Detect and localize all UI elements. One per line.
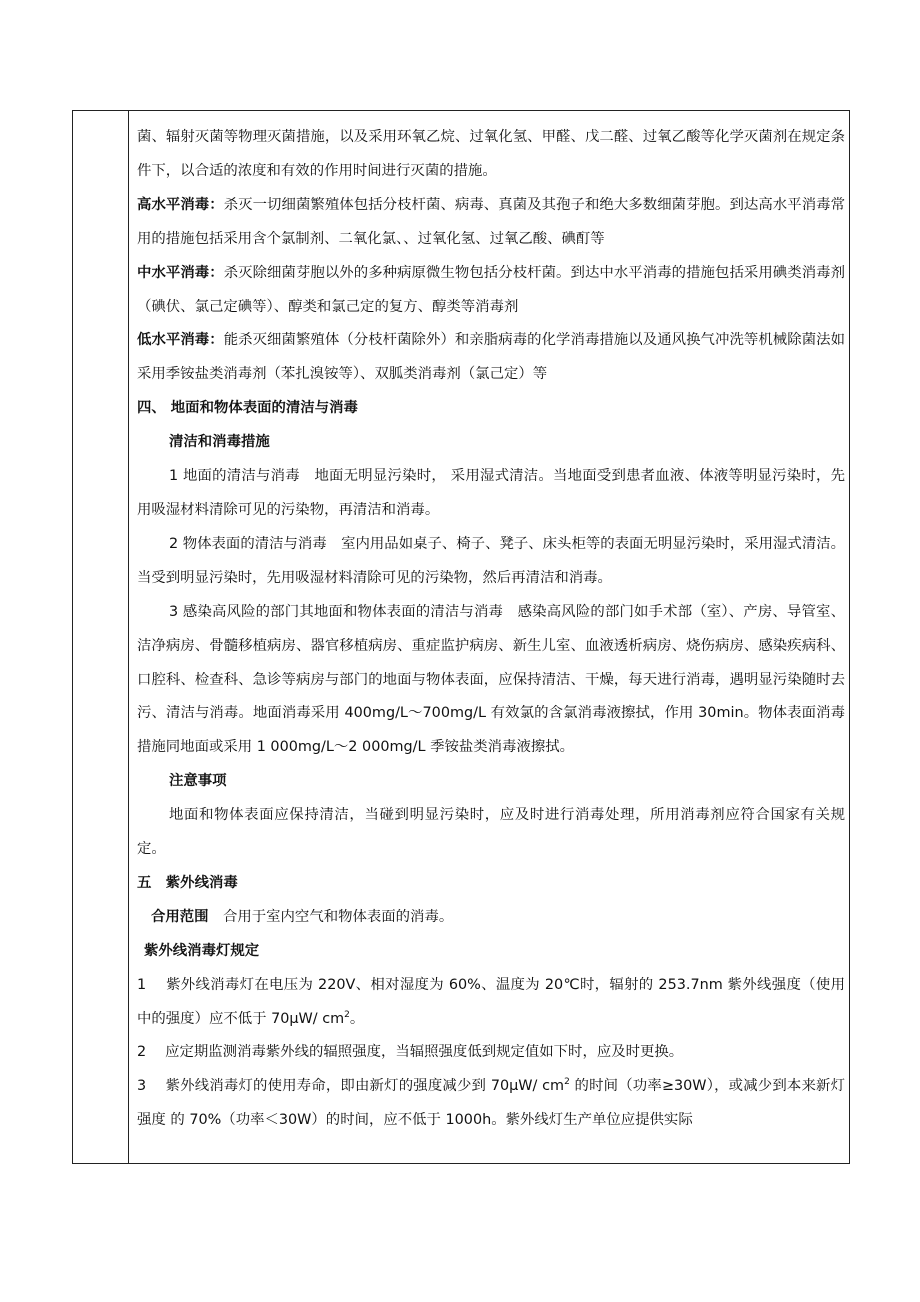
paragraph-high-level-disinfection bbox=[137, 189, 845, 257]
term-high-level: 高水平消毒： bbox=[137, 196, 224, 213]
subheading-precautions: 注意事项 bbox=[169, 773, 227, 790]
paragraph-scope bbox=[137, 901, 845, 935]
paragraph-mid-level-disinfection bbox=[137, 257, 845, 325]
content-cell bbox=[137, 121, 845, 1138]
requirement-2: 2 应定期监测消毒紫外线的辐照强度，当辐照强度低到规定值如下时，应及时更换。 bbox=[137, 1044, 684, 1061]
text-high-level: 杀灭一切细菌繁殖体包括分枝杆菌、病毒、真菌及其孢子和绝大多数细菌芽胞。到达高水平消毒常用的措施包括采用含个氯制剂、二氧化氯、、过氧化氢、过氧乙酸、碘酊等 bbox=[137, 196, 845, 247]
table-frame bbox=[72, 110, 850, 1164]
subheading-cleaning-measures: 清洁和消毒措施 bbox=[169, 434, 270, 451]
text-low-level: 能杀灭细菌繁殖体（分枝杆菌除外）和亲脂病毒的化学消毒措施以及通风换气冲洗等机械除菌法如采用季铵盐类消毒剂（苯扎溴铵等）、双胍类消毒剂（氯己定）等 bbox=[137, 332, 845, 383]
label-scope: 合用范围 bbox=[151, 908, 209, 925]
item-high-risk-departments: 3 感染高风险的部门其地面和物体表面的清洁与消毒 感染高风险的部门如手术部（室）、产房、导管室、洁净病房、骨髓移植病房、器官移植病房、重症监护病房、新生儿室、血液透析病房、烧伤病房、感染疾病科、口腔科、检查科、急诊等病房与部门的地面与物体表面，应保持清洁、干燥，每天进行消毒，遇明显污染随时去污、清洁与消毒。地面消毒采用 400mg/L～700mg/L 有效氯的含氯消毒液擦拭，作用 30min。物体表面消毒措施同地面或采用 1 000mg/L～2 000mg/L 季铵盐类消毒液擦拭。 bbox=[137, 603, 845, 756]
subheading-uv-lamp-requirements: 紫外线消毒灯规定 bbox=[144, 942, 260, 959]
text-mid-level: 杀灭除细菌芽胞以外的多种病原微生物包括分枝杆菌。到达中水平消毒的措施包括采用碘类消毒剂（碘伏、氯己定碘等）、醇类和氯己定的复方、醇类等消毒剂 bbox=[137, 264, 845, 315]
paragraph-low-level-disinfection bbox=[137, 324, 845, 392]
item-floor-cleaning: 1 地面的清洁与消毒 地面无明显污染时， 采用湿式清洁。当地面受到患者血液、体液等明显污染时，先用吸湿材料清除可见的污染物，再清洁和消毒。 bbox=[137, 468, 845, 518]
paragraph-sterilization-continued: 菌、辐射灭菌等物理灭菌措施，以及采用环氧乙烷、过氧化氢、甲醛、戊二醛、过氧乙酸等化学灭菌剂在规定条件下，以合适的浓度和有效的作用时间进行灭菌的措施。 bbox=[137, 129, 845, 179]
paragraph-precautions: 地面和物体表面应保持清洁，当碰到明显污染时，应及时进行消毒处理，所用消毒剂应符合国家有关规定。 bbox=[137, 807, 845, 858]
term-low-level: 低水平消毒： bbox=[137, 332, 224, 349]
text-scope: 合用于室内空气和物体表面的消毒。 bbox=[208, 908, 454, 925]
term-mid-level: 中水平消毒： bbox=[137, 264, 224, 281]
left-column-cell bbox=[73, 111, 129, 1163]
section-4-heading: 四、 地面和物体表面的清洁与消毒 bbox=[137, 400, 358, 417]
requirement-1: 1 紫外线消毒灯在电压为 220V、相对湿度为 60%、温度为 20℃时，辐射的 253.7nm 紫外线强度（使用中的强度）应不低于 70μW/ $cm^2$。 bbox=[137, 976, 845, 1027]
section-5-heading: 五 紫外线消毒 bbox=[137, 874, 238, 891]
item-surface-cleaning: 2 物体表面的清洁与消毒 室内用品如桌子、椅子、凳子、床头柜等的表面无明显污染时，采用湿式清洁。当受到明显污染时，先用吸湿材料清除可见的污染物，然后再清洁和消毒。 bbox=[137, 535, 845, 586]
requirement-3: 3 紫外线消毒灯的使用寿命，即由新灯的强度减少到 70μW/ $cm^2$ 的时间（功率≥30W），或减少到本来新灯强度 的 70%（功率＜30W）的时间，应不低于 1000h。紫外线灯生产单位应提供实际 bbox=[137, 1077, 845, 1129]
